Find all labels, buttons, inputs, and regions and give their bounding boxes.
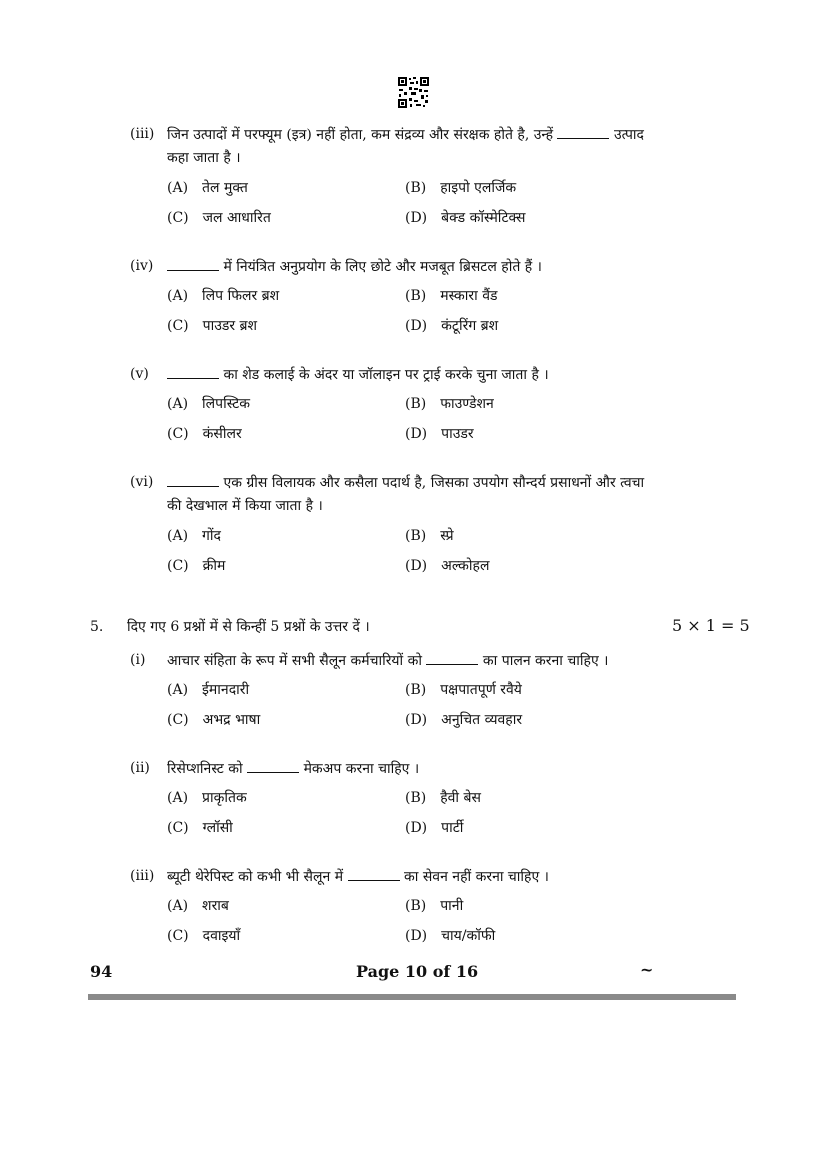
- footer-tilde: ~: [640, 960, 654, 979]
- q5-iii-option-c: (C) दवाइयाँ: [167, 928, 241, 944]
- answer-blank: [426, 650, 478, 665]
- q5-i-number: (i): [130, 652, 146, 668]
- q4-iv-option-b: (B) मस्कारा वैंड: [405, 288, 498, 304]
- q4-vi-number: (vi): [130, 474, 154, 490]
- q5-i-option-d: (D) अनुचित व्यवहार: [405, 712, 523, 728]
- q5-i-text-line: [167, 650, 608, 671]
- q5-iii-text-a: ब्यूटी थेरेपिस्ट को कभी भी सैलून में: [167, 869, 344, 885]
- q5-ii-option-c: (C) ग्लॉसी: [167, 820, 233, 836]
- q4-v-option-c: (C) कंसीलर: [167, 426, 242, 442]
- q5-iii-text-b: का सेवन नहीं करना चाहिए ।: [404, 869, 549, 885]
- q4-iv-text: में नियंत्रित अनुप्रयोग के लिए छोटे और मजबूत ब्रिसटल होते हैं ।: [223, 259, 542, 275]
- q4-iii-option-b: (B) हाइपो एलर्जिक: [405, 180, 517, 196]
- q5-ii-text-b: मेकअप करना चाहिए ।: [303, 761, 420, 777]
- q4-vi-text-a: एक ग्रीस विलायक और कसैला पदार्थ है, जिसका उपयोग सौन्दर्य प्रसाधनों और त्वचा: [223, 475, 645, 491]
- q4-iii-text-line2: कहा जाता है ।: [167, 150, 241, 166]
- q5-iii-option-a: (A) शराब: [167, 898, 229, 914]
- q5-iii-number: (iii): [130, 868, 155, 884]
- q4-iv-number: (iv): [130, 258, 154, 274]
- q5-iii-text-line: [167, 866, 549, 887]
- q4-v-option-b: (B) फाउण्डेशन: [405, 396, 494, 412]
- q4-iv-text-line: [167, 256, 542, 277]
- q5-marks: 5 × 1 = 5: [672, 616, 750, 635]
- q4-iii-text-b: उत्पाद: [613, 127, 644, 143]
- q5-ii-option-d: (D) पार्टी: [405, 820, 464, 836]
- q4-iii-text-line1: [167, 124, 644, 145]
- answer-blank: [557, 124, 609, 139]
- q5-ii-number: (ii): [130, 760, 150, 776]
- q4-vi-option-d: (D) अल्कोहल: [405, 558, 490, 574]
- q4-v-text: का शेड कलाई के अंदर या जॉलाइन पर ट्राई करके चुना जाता है ।: [223, 367, 549, 383]
- q4-vi-option-b: (B) स्प्रे: [405, 528, 454, 544]
- q4-iii-option-c: (C) जल आधारित: [167, 210, 271, 226]
- q4-v-option-d: (D) पाउडर: [405, 426, 474, 442]
- answer-blank: [247, 758, 299, 773]
- footer-rule: [88, 994, 736, 1000]
- answer-blank: [167, 364, 219, 379]
- answer-blank: [348, 866, 400, 881]
- q4-iii-option-a: (A) तेल मुक्त: [167, 180, 248, 196]
- q4-iii-option-d: (D) बेक्ड कॉस्मेटिक्स: [405, 210, 526, 226]
- q5-i-option-a: (A) ईमानदारी: [167, 682, 250, 698]
- q5-ii-text-line: [167, 758, 419, 779]
- q5-i-option-b: (B) पक्षपातपूर्ण रवैये: [405, 682, 522, 698]
- q4-iv-option-a: (A) लिप फिलर ब्रश: [167, 288, 280, 304]
- q5-number: 5.: [90, 619, 104, 635]
- q4-v-number: (v): [130, 366, 149, 382]
- q5-ii-option-b: (B) हैवी बेस: [405, 790, 481, 806]
- q4-v-text-line: [167, 364, 549, 385]
- paper-code: 94: [90, 962, 113, 981]
- q4-iii-number: (iii): [130, 126, 155, 142]
- q5-i-text-b: का पालन करना चाहिए ।: [482, 653, 609, 669]
- q4-iv-option-d: (D) कंटूरिंग ब्रश: [405, 318, 499, 334]
- q5-i-option-c: (C) अभद्र भाषा: [167, 712, 261, 728]
- q4-vi-option-c: (C) क्रीम: [167, 558, 226, 574]
- q4-iv-option-c: (C) पाउडर ब्रश: [167, 318, 258, 334]
- q5-iii-option-d: (D) चाय/कॉफी: [405, 928, 496, 944]
- q4-iii-text-a: जिन उत्पादों में परफ्यूम (इत्र) नहीं होता, कम संद्रव्य और संरक्षक होते है, उन्हें: [167, 127, 554, 143]
- q4-vi-text-line1: [167, 472, 644, 493]
- q5-ii-text-a: रिसेप्शनिस्ट को: [167, 761, 243, 777]
- q4-v-option-a: (A) लिपस्टिक: [167, 396, 250, 412]
- q5-iii-option-b: (B) पानी: [405, 898, 464, 914]
- page-number: Page 10 of 16: [356, 962, 479, 981]
- answer-blank: [167, 472, 219, 487]
- q4-vi-text-line2: की देखभाल में किया जाता है ।: [167, 498, 323, 514]
- q5-ii-option-a: (A) प्राकृतिक: [167, 790, 247, 806]
- qr-code: [397, 76, 430, 109]
- q4-vi-option-a: (A) गोंद: [167, 528, 221, 544]
- q5-instruction: दिए गए 6 प्रश्नों में से किन्हीं 5 प्रश्नों के उत्तर दें ।: [127, 619, 370, 635]
- answer-blank: [167, 256, 219, 271]
- q5-i-text-a: आचार संहिता के रूप में सभी सैलून कर्मचारियों को: [167, 653, 423, 669]
